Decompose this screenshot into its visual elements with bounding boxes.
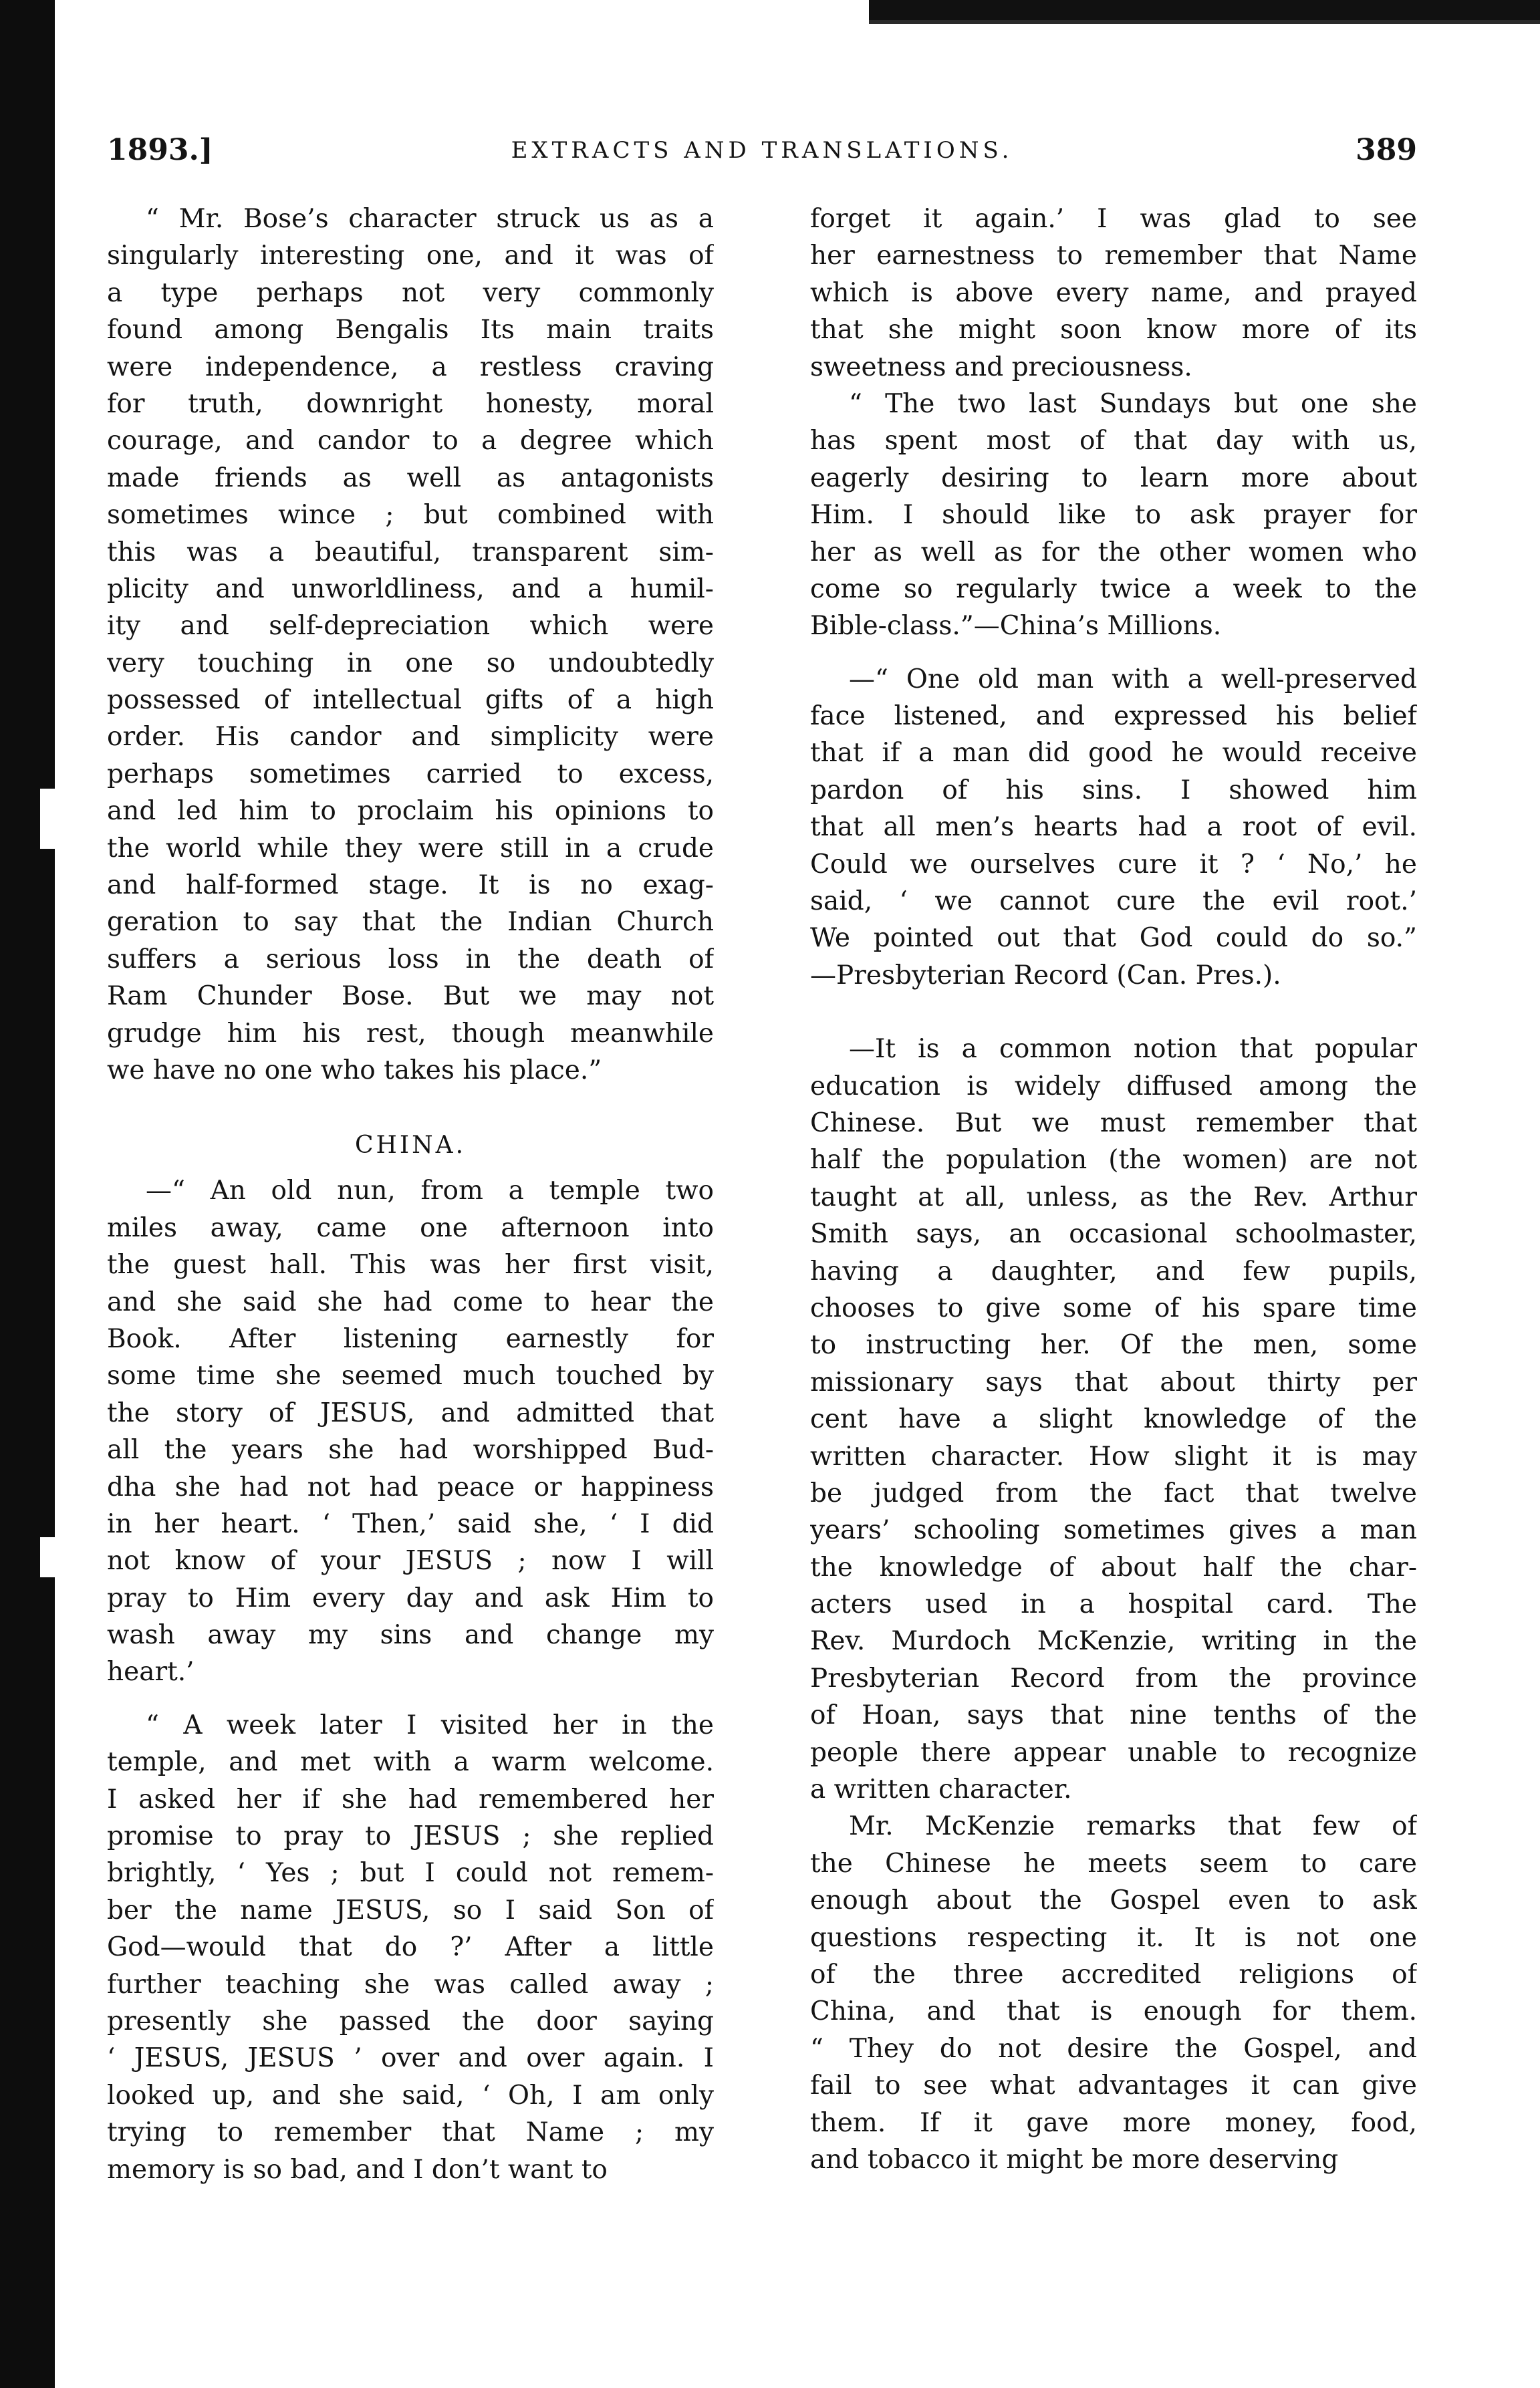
paragraph <box>107 1172 714 1690</box>
text-line: —Presbyterian Record (Can. Pres.). <box>810 960 1281 990</box>
text-line: cent have a slight knowledge of the <box>810 1404 1417 1435</box>
text-line: some time she seemed much touched by <box>107 1361 714 1391</box>
scan-border-left <box>0 0 55 2388</box>
text-line: be judged from the fact that twelve <box>810 1478 1417 1508</box>
text-line: all the years she had worshipped Bud- <box>107 1435 714 1466</box>
text-line: ity and self-depreciation which were <box>107 611 714 642</box>
text-line: brightly, ‘ Yes ; but I could not remem- <box>107 1858 714 1889</box>
text-line: taught at all, unless, as the Rev. Arthur <box>810 1182 1417 1212</box>
paragraph <box>810 661 1417 994</box>
text-line: grudge him his rest, though meanwhile <box>107 1018 714 1049</box>
text-line: face listened, and expressed his belief <box>810 701 1417 732</box>
paragraph <box>107 1707 714 2188</box>
paragraph <box>810 1808 1417 2178</box>
text-line: perhaps sometimes carried to excess, <box>107 759 714 789</box>
text-line: miles away, came one afternoon into <box>107 1212 714 1243</box>
text-line: —“ An old nun, from a temple two <box>146 1176 714 1206</box>
text-line: Book. After listening earnestly for <box>107 1323 714 1354</box>
text-line: trying to remember that Name ; my <box>107 2117 714 2148</box>
text-line: heart.’ <box>107 1657 195 1688</box>
text-line: which is above every name, and prayed <box>810 277 1417 308</box>
text-line: that all men’s hearts had a root of evil. <box>810 812 1417 843</box>
text-line: and led him to proclaim his opinions to <box>107 796 714 827</box>
text-line: to instructing her. Of the men, some <box>810 1330 1417 1361</box>
text-line: Could we ourselves cure it ? ‘ No,’ he <box>810 849 1417 880</box>
text-line: that if a man did good he would receive <box>810 738 1417 769</box>
text-line: the Chinese he meets seem to care <box>810 1848 1417 1879</box>
header-title: EXTRACTS AND TRANSLATIONS. <box>511 137 1013 164</box>
text-line: has spent most of that day with us, <box>810 426 1417 456</box>
scan-border-top <box>869 0 1540 20</box>
text-line: said, ‘ we cannot cure the evil root.’ <box>810 886 1417 917</box>
text-line: God—would that do ?’ After a little <box>107 1932 714 1963</box>
text-line: missionary says that about thirty per <box>810 1367 1417 1398</box>
text-line: found among Bengalis Its main traits <box>107 315 714 346</box>
text-line: wash away my sins and change my <box>107 1620 714 1651</box>
text-line: them. If it gave more money, food, <box>810 2107 1417 2138</box>
text-line: questions respecting it. It is not one <box>810 1922 1417 1953</box>
text-line: —“ One old man with a well-preserved <box>849 664 1417 694</box>
text-line: Mr. McKenzie remarks that few of <box>849 1811 1417 1842</box>
text-line: ber the name JESUS, so I said Son of <box>107 1895 714 1926</box>
paragraph <box>810 386 1417 645</box>
text-line: Bible-class.”—China’s Millions. <box>810 611 1222 642</box>
scan-border-notch <box>40 789 56 849</box>
text-line: for truth, downright honesty, moral <box>107 388 714 419</box>
text-line: “ They do not desire the Gospel, and <box>810 2033 1417 2064</box>
text-line: people there appear unable to recognize <box>810 1737 1417 1768</box>
text-line: promise to pray to JESUS ; she replied <box>107 1821 714 1852</box>
running-head <box>107 127 1417 174</box>
text-line: courage, and candor to a degree which <box>107 426 714 456</box>
text-line: her earnestness to remember that Name <box>810 241 1417 271</box>
text-line: further teaching she was called away ; <box>107 1969 714 2000</box>
text-line: fail to see what advantages it can give <box>810 2071 1417 2101</box>
left-column <box>107 201 714 2188</box>
text-line: a type perhaps not very commonly <box>107 277 714 308</box>
text-line: the world while they were still in a crude <box>107 833 714 864</box>
text-line: chooses to give some of his spare time <box>810 1293 1417 1323</box>
text-line: pray to Him every day and ask Him to <box>107 1583 714 1613</box>
text-line: “ A week later I visited her in the <box>146 1710 714 1740</box>
paragraph <box>107 201 714 1089</box>
text-line: having a daughter, and few pupils, <box>810 1256 1417 1287</box>
text-line: suffers a serious loss in the death of <box>107 944 714 974</box>
text-line: “ The two last Sundays but one she <box>849 388 1417 419</box>
text-line: and half-formed stage. It is no exag- <box>107 870 714 901</box>
text-line: “ Mr. Bose’s character struck us as a <box>146 204 714 234</box>
text-line: made friends as well as antagonists <box>107 462 714 493</box>
right-column <box>810 201 1417 2178</box>
text-line: geration to say that the Indian Church <box>107 907 714 938</box>
header-year: 1893.] <box>107 133 213 167</box>
text-line: half the population (the women) are not <box>810 1145 1417 1176</box>
text-line: plicity and unworldliness, and a humil- <box>107 573 714 604</box>
text-line: I asked her if she had remembered her <box>107 1784 714 1815</box>
text-line: memory is so bad, and I don’t want to <box>107 2154 608 2185</box>
text-line: written character. How slight it is may <box>810 1441 1417 1472</box>
text-line: dha she had not had peace or happiness <box>107 1472 714 1502</box>
text-line: her as well as for the other women who <box>810 537 1417 567</box>
text-line: presently she passed the door saying <box>107 2006 714 2036</box>
text-line: Rev. Murdoch McKenzie, writing in the <box>810 1626 1417 1657</box>
text-line: this was a beautiful, transparent sim- <box>107 537 714 567</box>
book-page <box>107 100 1417 2339</box>
text-line: not know of your JESUS ; now I will <box>107 1546 714 1577</box>
text-line: Presbyterian Record from the province <box>810 1663 1417 1694</box>
text-line: a written character. <box>810 1774 1072 1805</box>
text-line: order. His candor and simplicity were <box>107 722 714 753</box>
text-line: education is widely diffused among the <box>810 1071 1417 1101</box>
text-line: of the three accredited religions of <box>810 1959 1417 1990</box>
text-line: the guest hall. This was her first visit, <box>107 1250 714 1281</box>
text-line: enough about the Gospel even to ask <box>810 1885 1417 1916</box>
text-line: sometimes wince ; but combined with <box>107 500 714 531</box>
section-heading: CHINA. <box>354 1132 467 1160</box>
scan-border-top-rule <box>869 20 1540 24</box>
text-line: we have no one who takes his place.” <box>107 1055 602 1085</box>
text-line: possessed of intellectual gifts of a high <box>107 685 714 716</box>
text-line: sweetness and preciousness. <box>810 352 1192 382</box>
text-line: China, and that is enough for them. <box>810 1996 1417 2027</box>
text-line: singularly interesting one, and it was of <box>107 241 714 271</box>
text-line: forget it again.’ I was glad to see <box>810 204 1417 234</box>
text-line: ‘ JESUS, JESUS ’ over and over again. I <box>107 2043 714 2074</box>
text-line: the story of JESUS, and admitted that <box>107 1398 714 1428</box>
paragraph <box>810 1031 1417 1808</box>
page-number: 389 <box>1356 133 1417 167</box>
text-line: and tobacco it might be more deserving <box>810 2144 1339 2175</box>
text-line: temple, and met with a warm welcome. <box>107 1747 714 1778</box>
text-line: years’ schooling sometimes gives a man <box>810 1515 1417 1546</box>
text-line: of Hoan, says that nine tenths of the <box>810 1700 1417 1731</box>
text-line: eagerly desiring to learn more about <box>810 462 1417 493</box>
text-line: were independence, a restless craving <box>107 352 714 382</box>
text-line: come so regularly twice a week to the <box>810 573 1417 604</box>
text-line: in her heart. ‘ Then,’ said she, ‘ I did <box>107 1508 714 1539</box>
text-line: that she might soon know more of its <box>810 315 1417 346</box>
text-line: Chinese. But we must remember that <box>810 1107 1417 1138</box>
text-line: pardon of his sins. I showed him <box>810 775 1417 805</box>
text-line: —It is a common notion that popular <box>849 1034 1417 1065</box>
paragraph <box>810 201 1417 386</box>
text-line: very touching in one so undoubtedly <box>107 648 714 678</box>
text-line: Him. I should like to ask prayer for <box>810 500 1417 531</box>
scan-border-notch <box>40 1537 56 1577</box>
text-line: looked up, and she said, ‘ Oh, I am only <box>107 2080 714 2111</box>
text-line: the knowledge of about half the char- <box>810 1552 1417 1583</box>
text-line: We pointed out that God could do so.” <box>810 923 1417 954</box>
text-line: Smith says, an occasional schoolmaster, <box>810 1219 1417 1250</box>
text-line: and she said she had come to hear the <box>107 1287 714 1317</box>
text-line: Ram Chunder Bose. But we may not <box>107 981 714 1012</box>
text-line: acters used in a hospital card. The <box>810 1589 1417 1620</box>
